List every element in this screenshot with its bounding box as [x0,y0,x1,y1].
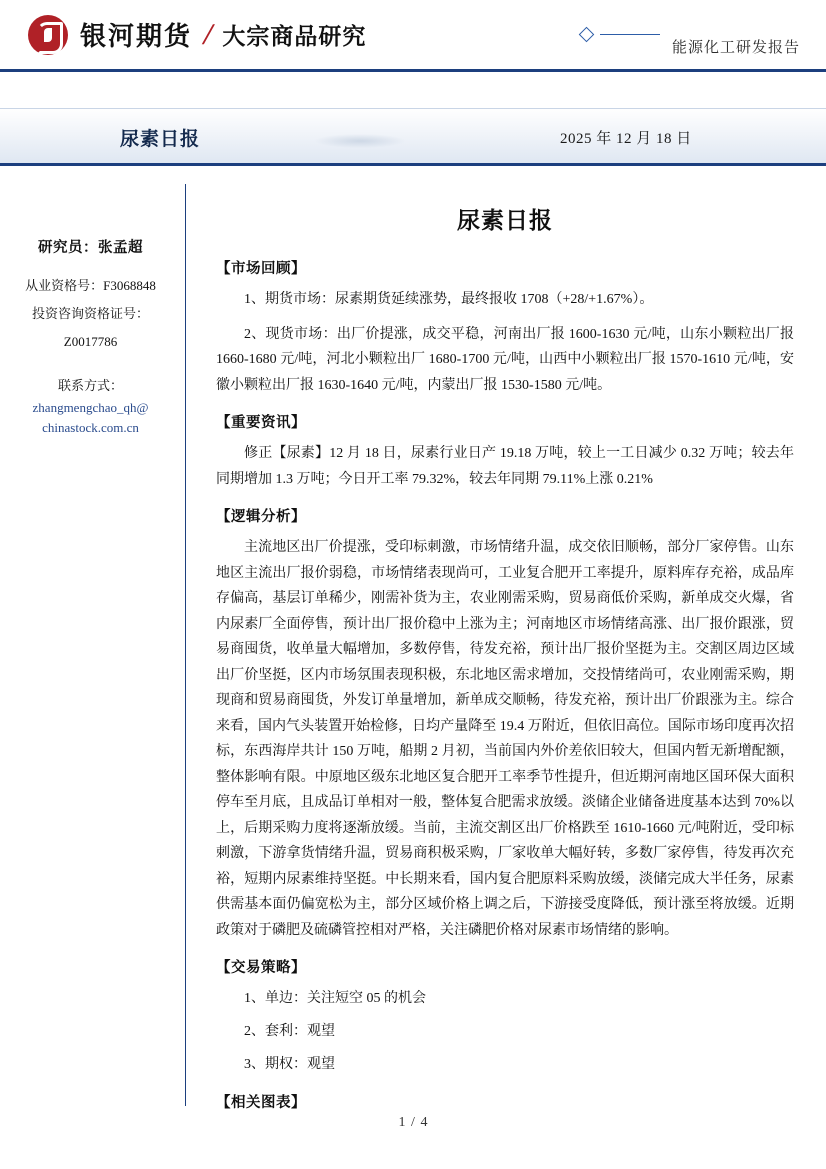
page-body [0,166,826,1111]
report-kind-label: 能源化工研发报告 [671,40,800,56]
page-number-current: 1 [398,1115,406,1130]
header-rule [600,34,660,36]
page-number-total: 4 [420,1115,428,1130]
section-heading-logic-analysis: 【逻辑分析】 [216,509,306,525]
strategy-item-options: 3、期权：观望 [244,1057,335,1072]
analyst-name: 研究员：张孟超 [38,240,143,256]
document-title: 尿素日报 [457,208,553,233]
paragraph-key-news: 修正【尿素】12 月 18 日，尿素行业日产 19.18 万吨，较上一工日减少 0.32 万吨；较去年同期增加 1.3 万吨；今日开工率 79.32%，较去年同期 79.11%上涨 0.21% [216,446,794,487]
sidebar [0,184,186,1106]
sidebar-spacer [10,359,171,375]
brand-block [0,15,366,55]
paragraph-futures-market: 1、期货市场：尿素期货延续涨势，最终报收 1708（+28/+1.67%）。 [244,292,654,307]
section-heading-market-review: 【市场回顾】 [216,261,306,277]
analyst-email-line-2[interactable]: chinastock.com.cn [42,420,139,435]
analyst-email-line-1[interactable]: zhangmengchao_qh@ [32,400,149,415]
contact-label: 联系方式： [57,378,123,393]
page-number-separator: / [411,1115,415,1130]
page-footer [0,1115,826,1131]
report-title: 尿素日报 [120,129,201,150]
title-band [0,108,826,166]
consult-label: 投资咨询资格证号： [31,306,149,321]
brand-subtitle: 大宗商品研究 [222,24,367,49]
paragraph-spot-market: 2、现货市场：出厂价提涨，成交平稳，河南出厂报 1600-1630 元/吨，山东小颗粒出厂报 1660-1680 元/吨，河北小颗粒出厂 1680-1700 元/吨，山西中小颗粒出厂报 1570-1610 元/吨，安徽小颗粒出厂报 1630-1640 元/吨，内蒙出厂报 1530-1580 元/吨。 [216,326,794,393]
strategy-item-outright: 1、单边：关注短空 05 的机会 [244,991,426,1006]
consult-number: Z0017786 [63,334,118,349]
qualification-number: 从业资格号：F3068848 [25,278,156,293]
section-heading-trading-strategy: 【交易策略】 [216,960,306,976]
diamond-icon [579,27,595,43]
brand-name: 银河期货 [80,22,193,51]
report-date: 2025 年 12 月 18 日 [560,131,692,147]
header-right [581,24,826,56]
section-heading-related-charts: 【相关图表】 [216,1095,306,1111]
paragraph-logic-analysis: 主流地区出厂价提涨，受印标刺激，市场情绪升温，成交依旧顺畅，部分厂家停售。山东地区主流出厂报价弱稳，市场情绪表现尚可，工业复合肥开工率提升，原料库存充裕，成品库存偏高，基层订单稀少，刚需补货为主，农业刚需采购，贸易商低价采购，新单成交火爆，省内尿素厂全面停售，预计出厂报价稳中上涨为主；河南地区市场情绪高涨、出厂报价跟涨，贸易商囤货，收单量大幅增加，多数停售，待发充裕，预计出厂报价坚挺为主。交割区周边区域出厂价坚挺，区内市场氛围表现积极，东北地区需求增加，交投情绪尚可，农业刚需采购，期现商和贸易商囤货，外发订单量增加，新单成交顺畅，待发充裕，预计出厂价跟涨为主。综合来看，国内气头装置开始检修，日均产量降至 19.4 万附近，但依旧高位。国际市场印度再次招标，东西海岸共计 150 万吨，船期 2 月初，当前国内外价差依旧较大，但国内暂无新增配额，整体影响有限。中原地区级东北地区复合肥开工率季节性提升，但近期河南地区国环保大面积停车至月底，且成品订单相对一般，整体复合肥需求放缓。淡储企业储备进度基本达到 70%以上，后期采购力度将逐渐放缓。当前，主流交割区出厂价格跌至 1610-1660 元/吨附近，受印标刺激，下游拿货情绪升温，贸易商积极采购，厂家收单大幅好转，多数厂家停售，待发再次充裕，短期内尿素维持坚挺。中长期来看，国内复合肥原料采购放缓，淡储完成大半任务，尿素供需基本面仍偏宽松为主，部分区域价格上调之后，下游接受度降低，预计涨至将放缓。近期政策对于磷肥及硫磷管控相对严格，关注磷肥价格对尿素市场情绪的影响。 [216,540,794,938]
galaxy-futures-logo-icon [28,15,68,55]
brand-separator: / [200,17,216,51]
section-heading-key-news: 【重要资讯】 [216,415,306,431]
main-column [186,184,826,1111]
band-decoration [315,134,405,148]
strategy-item-arbitrage: 2、套利：观望 [244,1024,335,1039]
page-header [0,0,826,72]
